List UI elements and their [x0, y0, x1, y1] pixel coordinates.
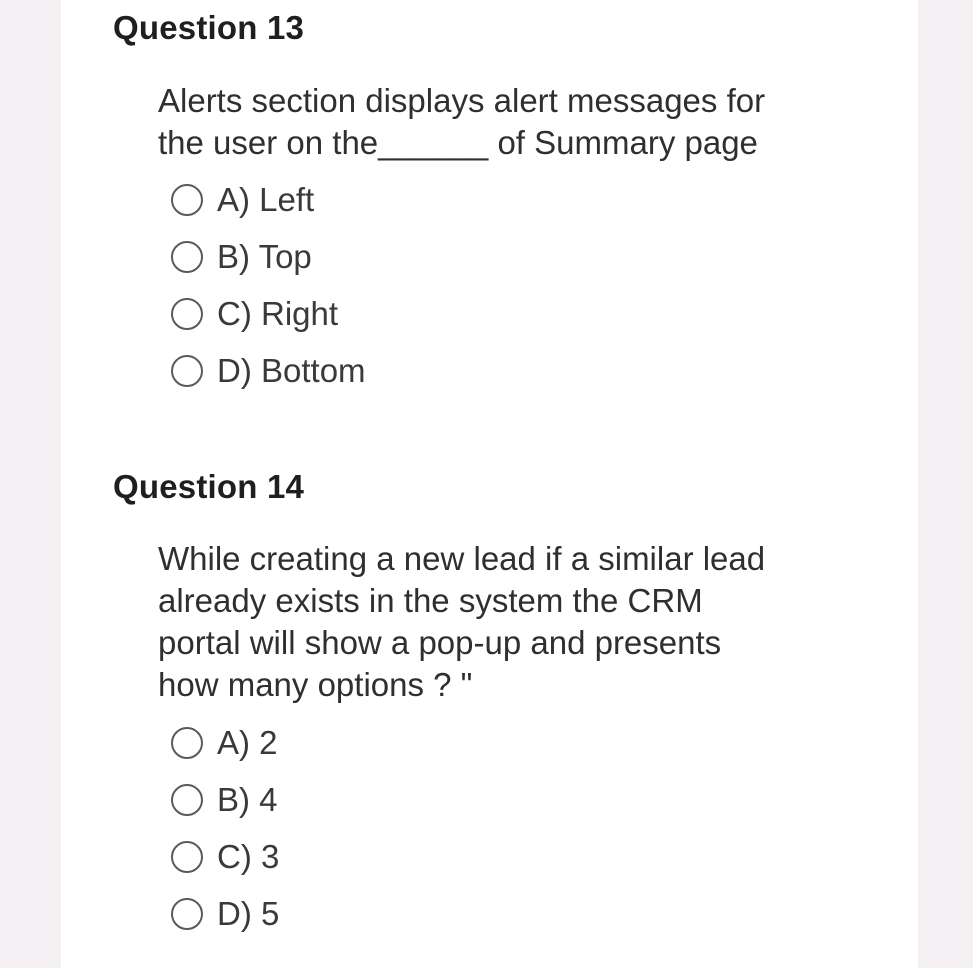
- radio-button-icon[interactable]: [171, 184, 203, 216]
- question-13-text-line: Alerts section displays alert messages for: [158, 82, 766, 119]
- question-14-text: [158, 538, 858, 706]
- question-14-option-b[interactable]: [171, 771, 279, 828]
- question-13-title: Question 13: [113, 9, 305, 46]
- question-14-title: Question 14: [113, 468, 305, 505]
- option-label: A) Left: [217, 180, 315, 218]
- question-13-option-d[interactable]: [171, 342, 366, 399]
- question-14-text-line: While creating a new lead if a similar lead: [158, 540, 766, 577]
- radio-button-icon[interactable]: [171, 241, 203, 273]
- option-label: A) 2: [217, 723, 278, 761]
- radio-button-icon[interactable]: [171, 727, 203, 759]
- quiz-card: [61, 0, 918, 968]
- radio-button-icon[interactable]: [171, 298, 203, 330]
- question-14-option-c[interactable]: [171, 828, 279, 885]
- question-14-text-line: how many options ? ": [158, 666, 473, 703]
- option-label: B) 4: [217, 780, 278, 818]
- radio-button-icon[interactable]: [171, 841, 203, 873]
- question-13-text-line: the user on the______ of Summary page: [158, 124, 758, 161]
- option-label: D) Bottom: [217, 351, 366, 389]
- question-14-options: [171, 714, 279, 942]
- question-14-text-line: portal will show a pop-up and presents: [158, 624, 722, 661]
- option-label: C) Right: [217, 294, 339, 332]
- question-13-option-a[interactable]: [171, 171, 366, 228]
- question-13-text: [158, 80, 858, 164]
- question-13-option-c[interactable]: [171, 285, 366, 342]
- question-13-option-b[interactable]: [171, 228, 366, 285]
- question-14-option-d[interactable]: [171, 885, 279, 942]
- question-14-text-line: already exists in the system the CRM: [158, 582, 703, 619]
- question-13-options: [171, 171, 366, 399]
- radio-button-icon[interactable]: [171, 898, 203, 930]
- option-label: B) Top: [217, 237, 312, 275]
- option-label: C) 3: [217, 837, 280, 875]
- question-14-option-a[interactable]: [171, 714, 279, 771]
- radio-button-icon[interactable]: [171, 784, 203, 816]
- radio-button-icon[interactable]: [171, 355, 203, 387]
- option-label: D) 5: [217, 894, 280, 932]
